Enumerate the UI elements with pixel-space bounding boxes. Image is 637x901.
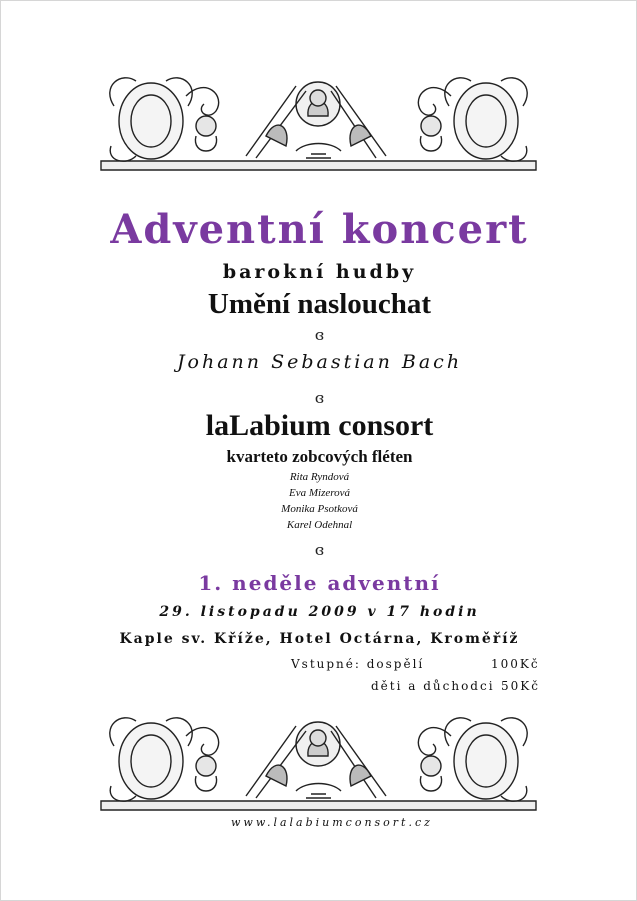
bottom-baroque-ornament: [96, 706, 541, 816]
composer-name: Johann Sebastian Bach: [176, 351, 463, 373]
website-link[interactable]: www.lalabiumconsort.cz: [231, 816, 433, 829]
admission-price: 50Kč: [501, 679, 540, 693]
ensemble-name: laLabium consort: [205, 409, 434, 442]
admission-label: děti a důchodci: [371, 679, 495, 693]
program-headline: Umění naslouchat: [207, 288, 432, 320]
admission-adults: [291, 657, 540, 671]
event-venue: Kaple sv. Kříže, Hotel Octárna, Kroměříž: [119, 631, 520, 647]
event-sunday: 1. neděle adventní: [198, 571, 441, 595]
admission-children: [371, 679, 540, 693]
admission-label: Vstupné: dospělí: [291, 657, 425, 671]
concert-title: Adventní koncert: [110, 206, 529, 253]
member-name: Rita Ryndová: [289, 471, 350, 483]
ensemble-subtitle: kvarteto zobcových fléten: [226, 447, 413, 466]
admission-price: 100Kč: [491, 657, 540, 671]
concert-subtitle: barokní hudby: [222, 261, 417, 283]
event-date: 29. listopadu 2009 v 17 hodin: [159, 604, 480, 620]
fleuron-icon: ɞ: [314, 541, 325, 559]
fleuron-icon: ɞ: [314, 326, 325, 344]
top-baroque-ornament: [96, 66, 541, 176]
member-name: Monika Psotková: [281, 503, 358, 515]
member-name: Karel Odehnal: [286, 519, 353, 531]
fleuron-icon: ɞ: [314, 389, 325, 407]
member-list: [1, 469, 637, 533]
member-name: Eva Mizerová: [289, 487, 350, 499]
